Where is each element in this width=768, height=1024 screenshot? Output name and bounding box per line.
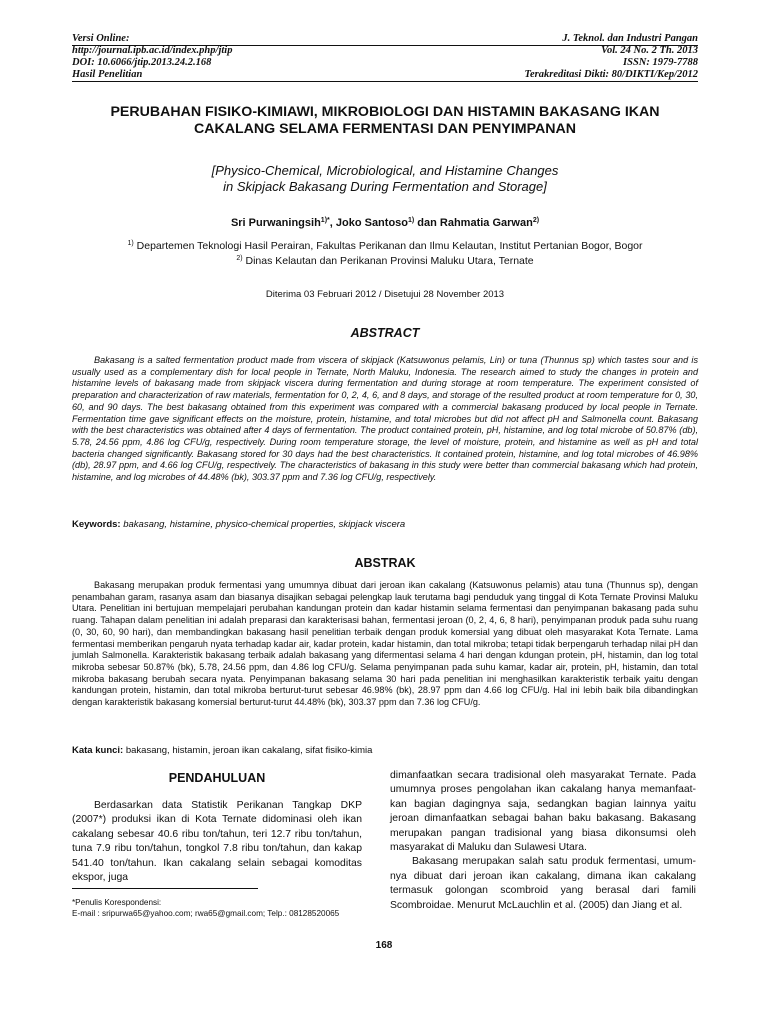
author-2: Joko Santoso (335, 217, 408, 229)
affiliation-1-mark: 1) (127, 240, 134, 247)
author-1-mark: 1)* (320, 217, 330, 224)
header-rule-top (72, 45, 698, 46)
keywords-label: Keywords: (72, 519, 121, 530)
subtitle-line-1: [Physico-Chemical, Microbiological, and Histamine Changes (211, 163, 559, 178)
abstract-body: Bakasang is a salted fermentation product made from viscera of skipjack (Katsuwonus pelamis, Lin) or tuna (Thunnus sp) which tastes sour and is usually used as a complementary dish for local people in Ternate, North Maluku, Indonesia. The research aimed to study the changes in protein and histamine levels of bakasang made from skipjack viscera during fermentation and during storage at room temperature. The experiment consisted of preparation and characterization of raw materials, fermentation for 0, 2, 4, 6, and 8 days, and storage of the resulted product at room temperature for 0, 30, 60, and 90 days. The best bakasang obtained from this experiment was compared with a commercial bakasang produced by local people in Ternate. Fermentation time gave significant effects on the moisture, protein, histamine, and total microbes but did not affect pH and Salmonella count. Bakasang with the best characteristics was obtained after 4 days of fermentation. The product contained protein, pH, histamine, and log total microbe of 50.87% (db), 5.78, 24.56 ppm, 4.86 log CFU/g, respectively. During room temperature storage, the level of moisture, protein, and histamine as well as pH and total bacteria changed significantly. Bakasang stored for 30 days had the best characteristics. It contained protein, histamine, and log total microbes of 46.98% (db), 28.97 ppm, and 4.66 log CFU/g, respectively. The characteristics of bakasang in this study were better than commercial bakasang which had protein, histamine, and log microbes of 44.48% (bk), 303.37 ppm and 7.36 log CFU/g, respectively. (72, 355, 698, 483)
paper-subtitle (72, 163, 698, 195)
keywords-value: bakasang, histamine, physico-chemical properties, skipjack viscera (120, 519, 406, 530)
footnote-contact[interactable]: E-mail : sripurwa65@yahoo.com; rwa65@gmail.com; Telp.: 08128520065 (72, 909, 340, 918)
header-version: Versi Online: (72, 33, 130, 44)
author-3: Rahmatia Garwan (439, 217, 533, 229)
affiliation-2-text: Dinas Kelautan dan Perikanan Provinsi Maluku Utara, Ternate (242, 255, 534, 267)
abstract-heading: ABSTRACT (350, 326, 420, 340)
footnote-rule (72, 888, 258, 889)
page-number: 168 (375, 940, 393, 951)
affiliation-2-mark: 2) (236, 255, 243, 262)
abstrak-heading: ABSTRAK (354, 556, 416, 570)
pendahuluan-left-paragraph: Berdasarkan data Statistik Perikanan Tangkap DKP (2007*) produksi ikan di Kota Ternate didominasi oleh ikan cakalang sebesar 40.6 ribu ton/tahun, teri 12.7 ribu ton/tahun, tuna 7.9 ribu ton/tahun, tongkol 7.8 ribu ton/tahun, dan kakap 541.40 ton/tahun. Ikan cakalang selain sebagai komoditas ekspor, juga (72, 800, 362, 884)
kata-kunci (72, 745, 698, 756)
journal-header-right (525, 33, 698, 81)
header-issn: ISSN: 1979-7788 (623, 57, 698, 68)
affiliation-2 (72, 255, 698, 267)
journal-header-left (72, 33, 232, 81)
abstrak-body: Bakasang merupakan produk fermentasi yang umumnya dibuat dari jeroan ikan cakalang (Katsuwonus pelamis) atau tuna (Thunnus sp), dengan penambahan garam, rasanya asam dan biasanya disajikan sebagai pelengkap lauk terutama bagi penduduk yang tinggal di Kota Ternate Provinsi Maluku Utara. Penelitian ini bertujuan mempelajari perubahan kandungan protein dan kadar histamin selama fermentasi dan penyimpanan bakasang pada suhu ruang. Tahapan dalam penelitian ini adalah preparasi dan karakterisasi bahan, fermentasi jeroan (0, 2, 4, 6, 8 hari), penyimpanan produk pada suhu ruang (0, 30, 60, 90 hari), dan membandingkan bakasang hasil penelitian terbaik dengan produk komersial yang dibuat oleh masyarakat Kota Ternate. Lama fermentasi memberikan pengaruh nyata terhadap kadar air, kadar protein, kadar histamin, dan total mikroba; tetapi tidak berpengaruh terhadap nilai pH dan jumlah Salmonella. Karakteristik bakasang terbaik adalah bakasang yang difermentasi selama 4 hari dengan kdungan protein, pH, histamin, dan log total mikroba sebesar 50.87% (bk), 5.78, 24.56 ppm, dan 4.86 log CFU/g. Selama penyimpanan pada suhu kamar, kadar air, protein, pH, histamin, dan total mikroba bakasang berubah secara nyata. Penyimpanan bakasang selama 30 hari pada penelitian ini menghasilkan karakteristik terbaik yaitu dengan kandungan protein, histamin, dan total mikroba berturut-turut sebesar 46.98% (bk), 28.97 ppm dan 4.66 log CFU/g. Hal ini lebih baik bila dibandingkan dengan karakteristik bakasang komersial berturut-turut 44.48% (bk), 303.37 ppm dan 7.36 log CFU/g. (72, 580, 698, 708)
header-rule-bottom (72, 81, 698, 82)
header-volume: Vol. 24 No. 2 Th. 2013 (601, 45, 698, 56)
footnote (72, 897, 372, 919)
pendahuluan-right-paragraph-2: Bakasang merupakan salah satu produk fermentasi, umum-nya dibuat dari jeroan ikan cakalang, dimana ikan cakalang termasuk golongan scombroid yang berasal dari famili Scombroidae. Menurut McLauchlin et al. (2005) dan Jiang et al. (390, 856, 696, 911)
header-doi[interactable]: DOI: 10.6066/jtip.2013.24.2.168 (72, 57, 212, 68)
author-1: Sri Purwaningsih (230, 217, 321, 229)
footnote-corresponding: *Penulis Korespondensi: (72, 898, 162, 907)
header-journal-name: J. Teknol. dan Industri Pangan (562, 33, 698, 44)
affiliation-1 (72, 240, 698, 252)
keywords (72, 519, 698, 530)
header-url[interactable]: http://journal.ipb.ac.id/index.php/jtip (72, 45, 233, 56)
paper-title: PERUBAHAN FISIKO-KIMIAWI, MIKROBIOLOGI DAN HISTAMIN BAKASANG IKAN CAKALANG SELAMA FERMENTASI DAN PENYIMPANAN (110, 104, 660, 137)
author-2-mark: 1) (408, 217, 415, 224)
kata-kunci-label: Kata kunci: (72, 745, 124, 756)
pendahuluan-right-paragraph-1: dimanfaatkan secara tradisional oleh masyarakat Ternate. Pada umumnya proses pengolahan ikan cakalang hanya memanfaat-kan bagian dagingnya saja, sedangkan bagian lainnya yaitu jeroan dimanfaatkan sebagai bahan baku bakasang. Bakasang merupakan pangan tradisional yang biasa dikonsumsi oleh masyarakat di Maluku dan Sulawesi Utara. (390, 770, 696, 854)
subtitle-line-2: in Skipjack Bakasang During Fermentation and Storage] (223, 179, 547, 194)
kata-kunci-value: bakasang, histamin, jeroan ikan cakalang, sifat fisiko-kimia (123, 745, 373, 756)
header-article-type: Hasil Penelitian (72, 69, 143, 80)
affiliation-1-text: Departemen Teknologi Hasil Perairan, Fakultas Perikanan dan Ilmu Kelautan, Institut Pertanian Bogor, Bogor (133, 240, 643, 252)
author-3-mark: 2) (532, 217, 540, 224)
header-accreditation: Terakreditasi Dikti: 80/DIKTI/Kep/2012 (524, 69, 698, 80)
author-sep-2: dan (414, 217, 440, 229)
pendahuluan-right-column (390, 769, 696, 913)
pendahuluan-heading: PENDAHULUAN (168, 771, 266, 785)
received-accepted-dates: Diterima 03 Februari 2012 / Disetujui 28 November 2013 (265, 289, 505, 300)
author-list (72, 217, 698, 229)
author-sep-1: , (329, 217, 336, 229)
